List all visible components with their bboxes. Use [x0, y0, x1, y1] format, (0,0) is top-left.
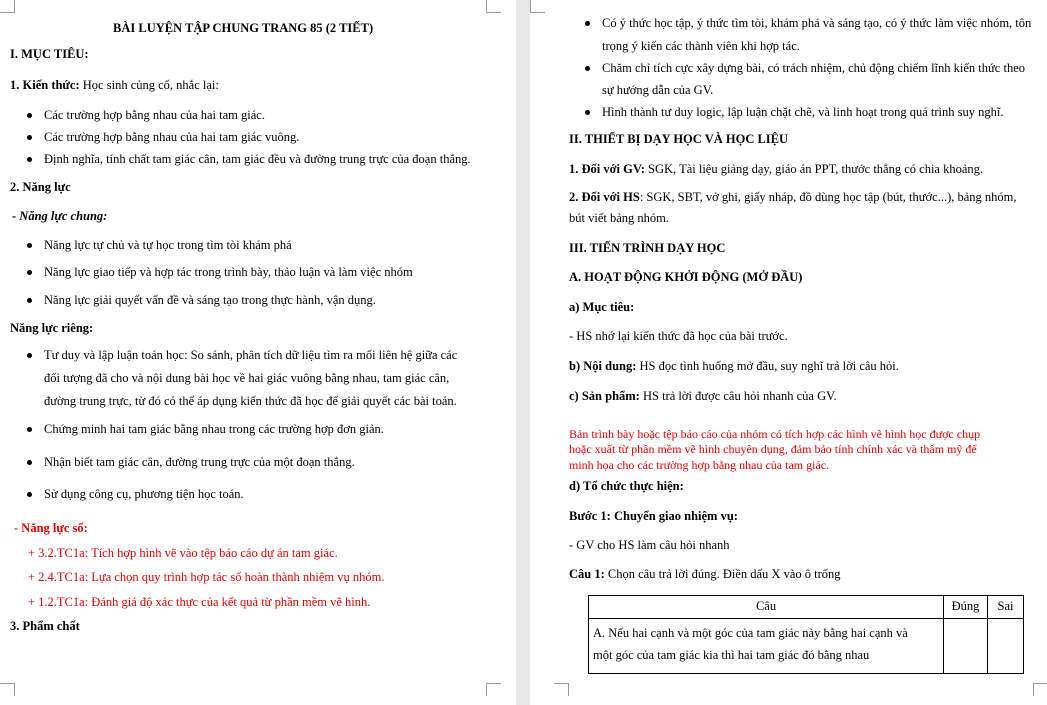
knowledge-item: Các trường hợp bằng nhau của hai tam giác. [44, 108, 265, 122]
digital-competence-item: + 1.2.TC1a: Đánh giá độ xác thực của kết quả từ phần mềm vẽ hình. [28, 595, 371, 609]
page-corner-mark [0, 0, 15, 13]
lesson-title: BÀI LUYỆN TẬP CHUNG TRANG 85 (2 TIẾT) [113, 21, 374, 35]
general-competence-item: Năng lực giải quyết vấn đề và sáng tạo trong thực hành, vận dụng. [44, 293, 376, 307]
step1-label: Bước 1: Chuyển giao nhiệm vụ: [569, 509, 738, 523]
knowledge-item: Các trường hợp bằng nhau của hai tam giác vuông. [44, 130, 300, 144]
equipment-student-cont: bút viết bảng nhóm. [569, 211, 669, 225]
table-row [589, 619, 1024, 674]
heading-competence: 2. Năng lực [10, 180, 71, 194]
quality-item: Hình thành tư duy logic, lập luận chặt chẽ, và linh hoạt trong quá trình suy nghĩ. [602, 105, 1004, 119]
step1-text: - GV cho HS làm câu hỏi nhanh [569, 538, 730, 552]
page-corner-mark [486, 0, 501, 13]
heading-activity-a: A. HOẠT ĐỘNG KHỞI ĐỘNG (MỞ ĐẦU) [569, 270, 803, 284]
heading-qualities: 3. Phẩm chất [10, 619, 80, 633]
specific-competence-para-line: đường trung trực, từ đó có thể áp dụng kiến thức đã học để giải quyết các bài toán. [44, 394, 457, 408]
table-header-cell: Sai [988, 596, 1024, 619]
page-corner-mark [530, 0, 545, 13]
digital-competence-item: + 2.4.TC1a: Lựa chọn quy trình hợp tác số hoàn thành nhiệm vụ nhóm. [28, 570, 385, 584]
specific-competence-para-line: đối tượng đã cho và nội dung bài học về hai giác vuông bằng nhau, tam giác cân, [44, 371, 450, 385]
answer-false-cell[interactable] [988, 619, 1024, 674]
product-red-line: hoặc xuất từ phần mềm vẽ hình chuyên dụng, đảm bảo tính chính xác và thẩm mỹ để [569, 442, 977, 456]
equipment-teacher: 1. Đối với GV: SGK, Tài liệu giảng dạy, giáo án PPT, thước thẳng có chia khoảng. [569, 162, 984, 176]
digital-competence-item: + 3.2.TC1a: Tích hợp hình vẽ vào tệp báo cáo dự án tam giác. [28, 546, 338, 560]
quality-item: Chăm chỉ tích cực xây dựng bài, có trách nhiệm, chủ động chiếm lĩnh kiến thức theo [602, 61, 1025, 75]
page-corner-mark [0, 683, 15, 696]
heading-digital-competence: - Năng lực số: [14, 521, 88, 535]
table-header-cell: Đúng [944, 596, 988, 619]
general-competence-item: Năng lực giao tiếp và hợp tác trong trình bày, thảo luận và làm việc nhóm [44, 265, 413, 279]
question-cell-line: một góc của tam giác kia thì hai tam giác đó bằng nhau [593, 648, 870, 662]
objective-label: a) Mục tiêu: [569, 300, 635, 314]
question-cell-line: A. Nếu hai cạnh và một góc của tam giác này bằng hai cạnh và [593, 626, 908, 640]
specific-competence-item: Chứng minh hai tam giác bằng nhau trong các trường hợp đơn giản. [44, 422, 384, 436]
table-header-cell: Câu [589, 596, 944, 619]
heading-process: III. TIẾN TRÌNH DẠY HỌC [569, 241, 726, 255]
answer-true-cell[interactable] [944, 619, 988, 674]
equipment-student: 2. Đối với HS: SGK, SBT, vở ghi, giấy nháp, đồ dùng học tập (bút, thước...), bảng nhóm, [569, 190, 1017, 204]
specific-competence-item: Nhận biết tam giác cân, đường trung trực của một đoạn thẳng. [44, 455, 355, 469]
specific-competence-para-line: Tư duy và lập luận toán học: So sánh, phân tích dữ liệu tìm ra mối liên hệ giữa các [44, 348, 458, 362]
knowledge-item: Định nghĩa, tính chất tam giác cân, tam giác đều và đường trung trực của đoạn thẳng. [44, 152, 471, 166]
knowledge-line: 1. Kiến thức: Học sinh củng cố, nhắc lại: [10, 78, 219, 92]
question-cell [589, 619, 944, 674]
heading-specific-competence: Năng lực riêng: [10, 321, 94, 335]
document-page-left [0, 0, 516, 705]
page-corner-mark [1033, 683, 1047, 696]
page-corner-mark [486, 683, 501, 696]
general-competence-item: Năng lực tự chủ và tự học trong tìm tòi khám phá [44, 238, 292, 252]
product-line: c) Sản phẩm: HS trả lời được câu hỏi nhanh của GV. [569, 389, 837, 403]
quality-item: Có ý thức học tập, ý thức tìm tòi, khám phá và sáng tạo, có ý thức làm việc nhóm, tôn [602, 16, 1032, 30]
question1-line: Câu 1: Chọn câu trả lời đúng. Điền dấu X vào ô trống [569, 567, 841, 581]
organization-label: d) Tổ chức thực hiện: [569, 479, 684, 493]
quality-item-cont: trọng ý kiến các thành viên khi hợp tác. [602, 39, 800, 53]
heading-general-competence: - Năng lực chung: [12, 209, 108, 223]
heading-equipment: II. THIẾT BỊ DẠY HỌC VÀ HỌC LIỆU [569, 132, 789, 146]
heading-objectives: I. MỤC TIÊU: [10, 47, 89, 61]
product-red-line: Bản trình bày hoặc tệp báo cáo của nhóm có tích hợp các hình vẽ hình học được chụp [569, 427, 981, 441]
objective-text: - HS nhớ lại kiến thức đã học của bài trước. [569, 329, 788, 343]
table-header-row [589, 596, 1024, 619]
product-red-line: minh họa cho các trường hợp bằng nhau của tam giác. [569, 458, 830, 472]
page-corner-mark [554, 683, 569, 696]
content-line: b) Nội dung: HS đọc tình huống mở đầu, suy nghĩ trả lời câu hỏi. [569, 359, 899, 373]
specific-competence-item: Sử dụng công cụ, phương tiện học toán. [44, 487, 244, 501]
question-table [588, 595, 1024, 674]
page-gutter [516, 0, 530, 705]
quality-item-cont: sự hướng dẫn của GV. [602, 83, 714, 97]
